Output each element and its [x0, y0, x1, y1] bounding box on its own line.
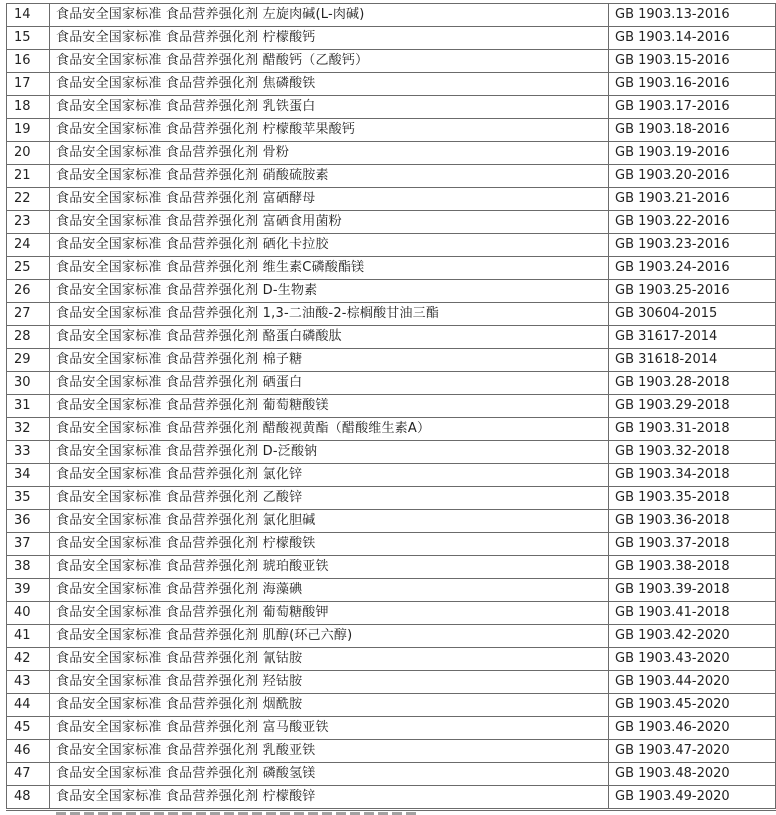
table-row	[7, 602, 776, 625]
row-number: 44	[7, 694, 50, 717]
standard-name: 食品安全国家标准 食品营养强化剂 醋酸钙（乙酸钙）	[50, 50, 609, 73]
standard-name: 食品安全国家标准 食品营养强化剂 酪蛋白磷酸肽	[50, 326, 609, 349]
standard-code: GB 1903.13-2016	[609, 4, 776, 27]
row-number: 39	[7, 579, 50, 602]
standard-code: GB 1903.24-2016	[609, 257, 776, 280]
partially-visible-next-row	[6, 810, 776, 815]
row-number: 17	[7, 73, 50, 96]
standard-name: 食品安全国家标准 食品营养强化剂 骨粉	[50, 142, 609, 165]
standard-name: 食品安全国家标准 食品营养强化剂 柠檬酸铁	[50, 533, 609, 556]
standard-name: 食品安全国家标准 食品营养强化剂 硒化卡拉胶	[50, 234, 609, 257]
row-number: 24	[7, 234, 50, 257]
table-row	[7, 257, 776, 280]
table-row	[7, 280, 776, 303]
standard-name: 食品安全国家标准 食品营养强化剂 氯化锌	[50, 464, 609, 487]
standard-code: GB 31617-2014	[609, 326, 776, 349]
row-number: 37	[7, 533, 50, 556]
standard-code: GB 1903.25-2016	[609, 280, 776, 303]
table-row	[7, 717, 776, 740]
standard-name: 食品安全国家标准 食品营养强化剂 乳酸亚铁	[50, 740, 609, 763]
row-number: 18	[7, 96, 50, 119]
standard-code: GB 1903.31-2018	[609, 418, 776, 441]
standard-name: 食品安全国家标准 食品营养强化剂 乳铁蛋白	[50, 96, 609, 119]
standard-code: GB 1903.15-2016	[609, 50, 776, 73]
standard-name: 食品安全国家标准 食品营养强化剂 氰钴胺	[50, 648, 609, 671]
standard-code: GB 1903.32-2018	[609, 441, 776, 464]
row-number: 42	[7, 648, 50, 671]
standard-code: GB 1903.20-2016	[609, 165, 776, 188]
standard-code: GB 1903.44-2020	[609, 671, 776, 694]
table-row	[7, 694, 776, 717]
standard-name: 食品安全国家标准 食品营养强化剂 左旋肉碱(L-肉碱)	[50, 4, 609, 27]
standard-code: GB 1903.29-2018	[609, 395, 776, 418]
standard-name: 食品安全国家标准 食品营养强化剂 醋酸视黄酯（醋酸维生素A）	[50, 418, 609, 441]
table-row	[7, 464, 776, 487]
table-row	[7, 395, 776, 418]
standard-name: 食品安全国家标准 食品营养强化剂 D-生物素	[50, 280, 609, 303]
table-row	[7, 740, 776, 763]
row-number: 29	[7, 349, 50, 372]
row-number: 32	[7, 418, 50, 441]
table-row	[7, 96, 776, 119]
row-number: 41	[7, 625, 50, 648]
standard-name: 食品安全国家标准 食品营养强化剂 肌醇(环己六醇)	[50, 625, 609, 648]
row-number: 38	[7, 556, 50, 579]
table-row	[7, 533, 776, 556]
standard-name: 食品安全国家标准 食品营养强化剂 乙酸锌	[50, 487, 609, 510]
standard-code: GB 1903.16-2016	[609, 73, 776, 96]
table-row	[7, 27, 776, 50]
table-row	[7, 211, 776, 234]
standard-code: GB 1903.34-2018	[609, 464, 776, 487]
standard-name: 食品安全国家标准 食品营养强化剂 氯化胆碱	[50, 510, 609, 533]
row-number: 31	[7, 395, 50, 418]
table-row	[7, 579, 776, 602]
standard-name: 食品安全国家标准 食品营养强化剂 维生素C磷酸酯镁	[50, 257, 609, 280]
table-row	[7, 763, 776, 786]
row-number: 36	[7, 510, 50, 533]
row-number: 14	[7, 4, 50, 27]
standard-name: 食品安全国家标准 食品营养强化剂 1,3-二油酸-2-棕榈酸甘油三酯	[50, 303, 609, 326]
table-row	[7, 119, 776, 142]
table-row	[7, 648, 776, 671]
standard-name: 食品安全国家标准 食品营养强化剂 棉子糖	[50, 349, 609, 372]
standard-name: 食品安全国家标准 食品营养强化剂 琥珀酸亚铁	[50, 556, 609, 579]
row-number: 47	[7, 763, 50, 786]
standard-code: GB 1903.22-2016	[609, 211, 776, 234]
standards-table	[6, 3, 776, 809]
row-number: 25	[7, 257, 50, 280]
standard-name: 食品安全国家标准 食品营养强化剂 柠檬酸锌	[50, 786, 609, 809]
standard-name: 食品安全国家标准 食品营养强化剂 D-泛酸钠	[50, 441, 609, 464]
standard-code: GB 1903.46-2020	[609, 717, 776, 740]
table-row	[7, 165, 776, 188]
standard-code: GB 1903.39-2018	[609, 579, 776, 602]
standard-name: 食品安全国家标准 食品营养强化剂 硝酸硫胺素	[50, 165, 609, 188]
row-number: 16	[7, 50, 50, 73]
standard-name: 食品安全国家标准 食品营养强化剂 富马酸亚铁	[50, 717, 609, 740]
standard-name: 食品安全国家标准 食品营养强化剂 富硒酵母	[50, 188, 609, 211]
row-number: 33	[7, 441, 50, 464]
standard-code: GB 1903.28-2018	[609, 372, 776, 395]
standard-name: 食品安全国家标准 食品营养强化剂 柠檬酸钙	[50, 27, 609, 50]
row-number: 48	[7, 786, 50, 809]
table-row	[7, 510, 776, 533]
row-number: 19	[7, 119, 50, 142]
table-row	[7, 73, 776, 96]
standard-name: 食品安全国家标准 食品营养强化剂 硒蛋白	[50, 372, 609, 395]
table-row	[7, 671, 776, 694]
table-row	[7, 4, 776, 27]
row-number: 45	[7, 717, 50, 740]
row-number: 20	[7, 142, 50, 165]
standard-name: 食品安全国家标准 食品营养强化剂 富硒食用菌粉	[50, 211, 609, 234]
table-row	[7, 372, 776, 395]
standard-code: GB 1903.21-2016	[609, 188, 776, 211]
table-row	[7, 50, 776, 73]
standard-code: GB 31618-2014	[609, 349, 776, 372]
standard-code: GB 1903.42-2020	[609, 625, 776, 648]
row-number: 21	[7, 165, 50, 188]
standard-code: GB 1903.17-2016	[609, 96, 776, 119]
standard-code: GB 1903.14-2016	[609, 27, 776, 50]
standard-name: 食品安全国家标准 食品营养强化剂 海藻碘	[50, 579, 609, 602]
row-number: 43	[7, 671, 50, 694]
standard-code: GB 1903.43-2020	[609, 648, 776, 671]
row-number: 26	[7, 280, 50, 303]
standard-code: GB 1903.38-2018	[609, 556, 776, 579]
table-row	[7, 349, 776, 372]
standard-code: GB 1903.41-2018	[609, 602, 776, 625]
row-number: 27	[7, 303, 50, 326]
table-body	[7, 4, 776, 809]
standard-code: GB 1903.23-2016	[609, 234, 776, 257]
table-row	[7, 142, 776, 165]
table-row	[7, 786, 776, 809]
table-row	[7, 303, 776, 326]
standard-name: 食品安全国家标准 食品营养强化剂 柠檬酸苹果酸钙	[50, 119, 609, 142]
row-number: 30	[7, 372, 50, 395]
standard-code: GB 1903.19-2016	[609, 142, 776, 165]
row-number: 23	[7, 211, 50, 234]
standard-code: GB 1903.49-2020	[609, 786, 776, 809]
standard-code: GB 1903.18-2016	[609, 119, 776, 142]
standard-code: GB 1903.35-2018	[609, 487, 776, 510]
standard-name: 食品安全国家标准 食品营养强化剂 磷酸氢镁	[50, 763, 609, 786]
row-number: 28	[7, 326, 50, 349]
standard-name: 食品安全国家标准 食品营养强化剂 烟酰胺	[50, 694, 609, 717]
standard-name: 食品安全国家标准 食品营养强化剂 葡萄糖酸镁	[50, 395, 609, 418]
table-row	[7, 625, 776, 648]
standard-code: GB 1903.47-2020	[609, 740, 776, 763]
table-row	[7, 556, 776, 579]
row-number: 40	[7, 602, 50, 625]
table-row	[7, 188, 776, 211]
row-number: 46	[7, 740, 50, 763]
table-row	[7, 234, 776, 257]
row-number: 15	[7, 27, 50, 50]
standard-name: 食品安全国家标准 食品营养强化剂 焦磷酸铁	[50, 73, 609, 96]
row-number: 34	[7, 464, 50, 487]
table-row	[7, 441, 776, 464]
row-number: 35	[7, 487, 50, 510]
table-row	[7, 418, 776, 441]
standard-code: GB 1903.37-2018	[609, 533, 776, 556]
standard-code: GB 1903.48-2020	[609, 763, 776, 786]
row-number: 22	[7, 188, 50, 211]
table-row	[7, 326, 776, 349]
standard-code: GB 30604-2015	[609, 303, 776, 326]
standard-code: GB 1903.45-2020	[609, 694, 776, 717]
standard-name: 食品安全国家标准 食品营养强化剂 羟钴胺	[50, 671, 609, 694]
standard-code: GB 1903.36-2018	[609, 510, 776, 533]
standard-name: 食品安全国家标准 食品营养强化剂 葡萄糖酸钾	[50, 602, 609, 625]
table-row	[7, 487, 776, 510]
